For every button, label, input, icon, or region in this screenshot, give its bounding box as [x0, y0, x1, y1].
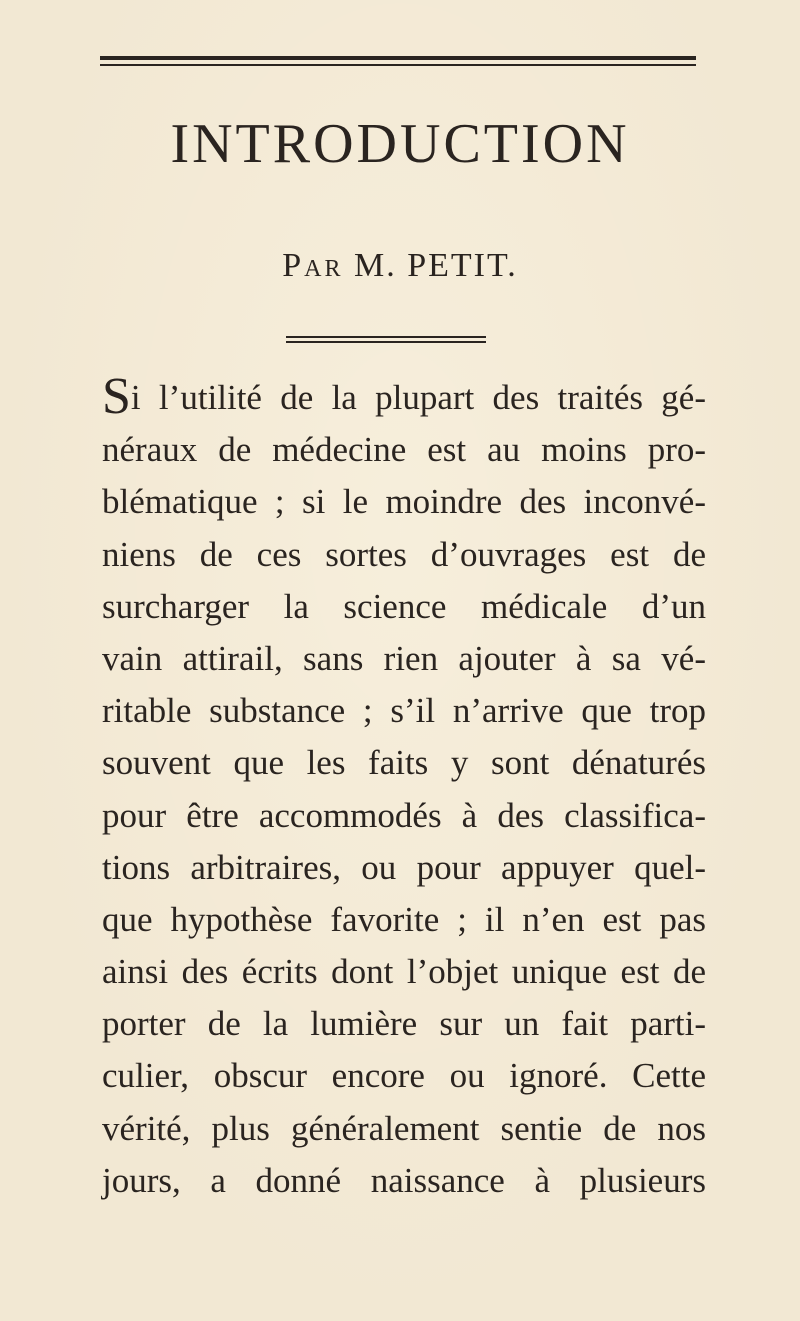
- byline: [0, 246, 800, 286]
- first-line-rest: i l’utilité de la plupart des traités gé-: [130, 378, 706, 417]
- text-line: porter de la lumière sur un fait parti-: [102, 1004, 706, 1044]
- text-line: vain attirail, sans rien ajouter à sa vé-: [102, 638, 706, 678]
- byline-author: M. PETIT.: [354, 247, 518, 284]
- text-line: blématique ; si le moindre des inconvé-: [102, 482, 706, 522]
- text-line: niens de ces sortes d’ouvrages est de: [102, 534, 706, 574]
- text-line: surcharger la science médicale d’un: [102, 586, 706, 626]
- body-text: [102, 368, 706, 1207]
- text-line: néraux de médecine est au moins pro-: [102, 430, 706, 470]
- text-line-1: [102, 368, 706, 425]
- text-line: ainsi des écrits dont l’objet unique est de: [102, 952, 706, 992]
- chapter-title: INTRODUCTION: [170, 113, 630, 175]
- text-line: jours, a donné naissance à plusieurs: [102, 1160, 706, 1200]
- text-line: culier, obscur encore ou ignoré. Cette: [102, 1056, 706, 1096]
- text-line: pour être accommodés à des classifica-: [102, 795, 706, 835]
- text-line: ritable substance ; s’il n’arrive que trop: [102, 691, 706, 731]
- text-line: tions arbitraires, ou pour appuyer quel-: [102, 847, 706, 887]
- section-divider: [286, 336, 486, 346]
- byline-prefix: Par: [282, 247, 344, 284]
- header-rule-thin: [100, 64, 696, 66]
- header-rule-thick: [100, 56, 696, 60]
- text-line: souvent que les faits y sont dénaturés: [102, 743, 706, 783]
- text-line: vérité, plus généralement sentie de nos: [102, 1108, 706, 1148]
- text-line: que hypothèse favorite ; il n’en est pas: [102, 899, 706, 939]
- drop-cap: S: [102, 368, 131, 425]
